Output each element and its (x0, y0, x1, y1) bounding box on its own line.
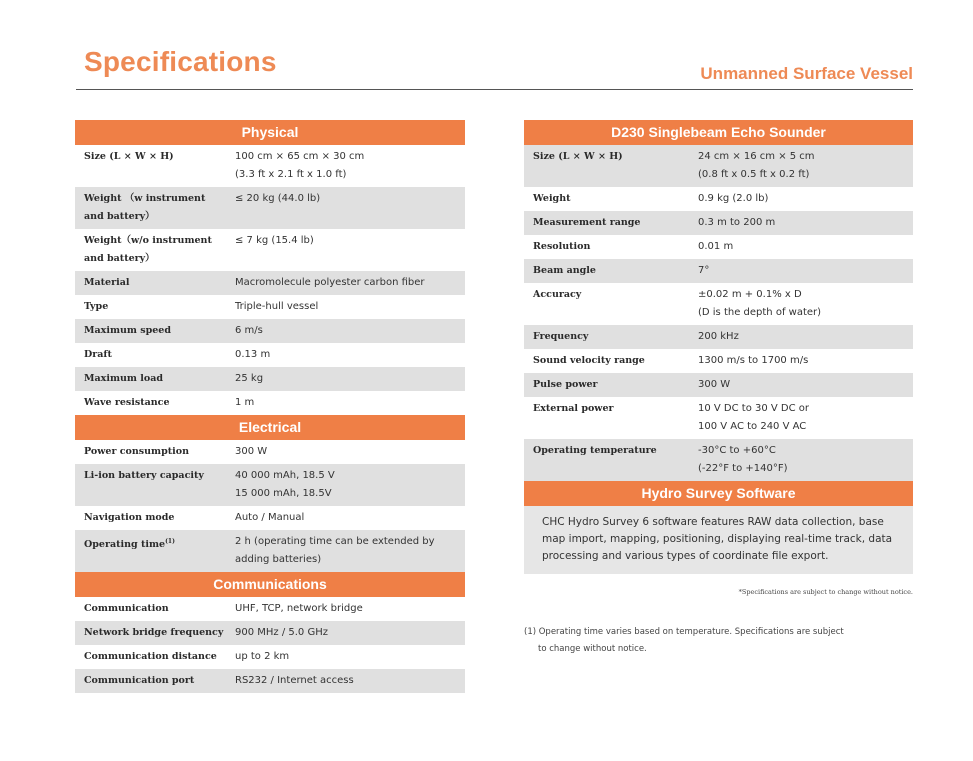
spec-value-line: 15 000 mAh, 18.5V (235, 488, 332, 499)
spec-label-line: Network bridge frequency (84, 627, 224, 638)
spec-value-line: 7° (698, 265, 710, 276)
spec-value (698, 397, 913, 439)
spec-label-line: External power (533, 403, 614, 414)
spec-label (524, 349, 698, 373)
spec-row (524, 439, 913, 481)
physical-spec-table (75, 145, 465, 415)
spec-label (75, 530, 235, 572)
spec-value-line: 40 000 mAh, 18.5 V (235, 470, 335, 481)
spec-value-line: 300 W (235, 446, 268, 457)
spec-value-line: ±0.02 m + 0.1% x D (698, 289, 802, 300)
electrical-spec-table (75, 440, 465, 572)
spec-label (524, 211, 698, 235)
spec-value (235, 669, 465, 693)
spec-row (524, 187, 913, 211)
echo-sounder-spec-table (524, 145, 913, 481)
spec-value (235, 440, 465, 464)
spec-value-line: 900 MHz / 5.0 GHz (235, 627, 328, 638)
spec-label-line: Communication distance (84, 651, 217, 662)
spec-value-line: 100 V AC to 240 V AC (698, 421, 807, 432)
spec-value (698, 439, 913, 481)
spec-label-line: Communication (84, 603, 169, 614)
spec-value-line: ≤ 7 kg (15.4 lb) (235, 235, 314, 246)
footnote (524, 624, 904, 658)
spec-value (235, 271, 465, 295)
spec-label-line: and battery） (84, 253, 155, 264)
spec-label (524, 145, 698, 187)
spec-value-line: Auto / Manual (235, 512, 305, 523)
spec-label (75, 271, 235, 295)
spec-row (524, 283, 913, 325)
spec-label (75, 319, 235, 343)
spec-value (235, 391, 465, 415)
spec-label-line: Pulse power (533, 379, 598, 390)
spec-row (75, 229, 465, 271)
spec-value (698, 187, 913, 211)
spec-value (235, 597, 465, 621)
disclaimer-note: *Specifications are subject to change without notice. (738, 588, 913, 596)
spec-value-line: 24 cm × 16 cm × 5 cm (698, 151, 815, 162)
spec-value-line: 25 kg (235, 373, 264, 384)
spec-label (524, 259, 698, 283)
spec-label-line: Operating time (84, 539, 166, 551)
footnote-line: to change without notice. (538, 644, 647, 654)
section-heading-software: Hydro Survey Software (524, 481, 913, 506)
header-divider (76, 89, 913, 90)
spec-value (235, 367, 465, 391)
spec-value-line: UHF, TCP, network bridge (235, 603, 363, 614)
spec-value (235, 645, 465, 669)
spec-label (524, 325, 698, 349)
spec-label-line: Operating temperature (533, 445, 657, 456)
spec-row (75, 145, 465, 187)
spec-value (698, 211, 913, 235)
spec-label (524, 187, 698, 211)
spec-value-line: 0.01 m (698, 241, 734, 252)
spec-row (75, 343, 465, 367)
spec-row (75, 597, 465, 621)
spec-row (524, 397, 913, 439)
spec-value-line: up to 2 km (235, 651, 290, 662)
spec-value-line: -30°C to +60°C (698, 445, 776, 456)
spec-value-line: RS232 / Internet access (235, 675, 354, 686)
spec-label-line: and battery） (84, 211, 155, 222)
footnote-line: (1) Operating time varies based on temperature. Specifications are subject (524, 627, 844, 637)
spec-label-line: Weight (533, 193, 571, 204)
spec-value (235, 319, 465, 343)
spec-label-line: Frequency (533, 331, 589, 342)
spec-label-line: Weight （w instrument (84, 193, 206, 204)
spec-label (75, 645, 235, 669)
spec-label (75, 391, 235, 415)
spec-label-line: Maximum speed (84, 325, 171, 336)
spec-value (235, 187, 465, 229)
spec-label-line: Resolution (533, 241, 591, 252)
spec-value-line: 1300 m/s to 1700 m/s (698, 355, 809, 366)
spec-value-line: 200 kHz (698, 331, 739, 342)
spec-row (75, 530, 465, 572)
spec-row (75, 464, 465, 506)
spec-label-line: Size (L × W × H) (533, 151, 623, 162)
spec-value-line: 100 cm × 65 cm × 30 cm (235, 151, 365, 162)
spec-value-line: 2 h (operating time can be extended by (235, 536, 435, 547)
spec-row (524, 259, 913, 283)
spec-row (524, 325, 913, 349)
spec-label-line: Accuracy (533, 289, 582, 300)
left-column (75, 120, 465, 693)
spec-label-line: Beam angle (533, 265, 596, 276)
spec-value (235, 621, 465, 645)
spec-label (75, 187, 235, 229)
spec-label (524, 439, 698, 481)
spec-label-line: Weight（w/o instrument (84, 235, 212, 246)
spec-value-line: 0.3 m to 200 m (698, 217, 776, 228)
spec-row (75, 506, 465, 530)
software-description: CHC Hydro Survey 6 software features RAW data collection, base map import, mapping, positioning, displaying real-time track, data processing and various types of coordinate file export. (524, 506, 913, 574)
spec-label (75, 597, 235, 621)
spec-label (75, 621, 235, 645)
spec-value (235, 464, 465, 506)
spec-value-line: (0.8 ft x 0.5 ft x 0.2 ft) (698, 169, 810, 180)
spec-label-line: Type (84, 301, 109, 312)
spec-label-line: Power consumption (84, 446, 189, 457)
page-title: Specifications (84, 46, 277, 77)
spec-value (698, 235, 913, 259)
spec-label (75, 440, 235, 464)
spec-value-line: (3.3 ft x 2.1 ft x 1.0 ft) (235, 169, 347, 180)
spec-value-line: Macromolecule polyester carbon fiber (235, 277, 425, 288)
spec-value (698, 259, 913, 283)
spec-value (235, 506, 465, 530)
spec-value (235, 145, 465, 187)
spec-label-line: Communication port (84, 675, 195, 686)
spec-label (75, 367, 235, 391)
spec-value-line: Triple-hull vessel (235, 301, 319, 312)
spec-label (75, 295, 235, 319)
spec-label-line: Measurement range (533, 217, 641, 228)
spec-value (235, 295, 465, 319)
spec-value-line: 10 V DC to 30 V DC or (698, 403, 810, 414)
spec-row (75, 367, 465, 391)
spec-label-line: Wave resistance (84, 397, 170, 408)
spec-row (524, 373, 913, 397)
spec-value-line: 1 m (235, 397, 255, 408)
spec-value (698, 325, 913, 349)
spec-value (235, 530, 465, 572)
spec-row (75, 621, 465, 645)
spec-label (75, 343, 235, 367)
spec-row (524, 235, 913, 259)
spec-label (75, 145, 235, 187)
page-subtitle: Unmanned Surface Vessel (700, 64, 913, 83)
spec-value-line: 300 W (698, 379, 731, 390)
spec-label-line: Navigation mode (84, 512, 175, 523)
spec-row (75, 271, 465, 295)
footnote-marker: (1) (165, 538, 175, 545)
spec-value (235, 343, 465, 367)
spec-label-line: Li-ion battery capacity (84, 470, 204, 481)
spec-label (75, 464, 235, 506)
spec-label-line: Draft (84, 349, 112, 360)
section-heading-echo-sounder: D230 Singlebeam Echo Sounder (524, 120, 913, 145)
spec-label (75, 669, 235, 693)
spec-value-line: ≤ 20 kg (44.0 lb) (235, 193, 321, 204)
section-heading-communications: Communications (75, 572, 465, 597)
spec-row (524, 145, 913, 187)
section-heading-electrical: Electrical (75, 415, 465, 440)
spec-value (235, 229, 465, 271)
section-heading-physical: Physical (75, 120, 465, 145)
spec-label (524, 373, 698, 397)
spec-row (524, 349, 913, 373)
spec-value-line: 6 m/s (235, 325, 263, 336)
spec-value (698, 373, 913, 397)
spec-label (524, 397, 698, 439)
spec-row (75, 319, 465, 343)
spec-label-line: Sound velocity range (533, 355, 645, 366)
spec-row (75, 187, 465, 229)
spec-row (75, 295, 465, 319)
spec-value (698, 283, 913, 325)
spec-label-line: Maximum load (84, 373, 164, 384)
spec-row (75, 645, 465, 669)
spec-label-line: Material (84, 277, 130, 288)
communications-spec-table (75, 597, 465, 693)
spec-value-line: (D is the depth of water) (698, 307, 822, 318)
spec-row (75, 391, 465, 415)
spec-value-line: 0.13 m (235, 349, 271, 360)
right-column (524, 120, 913, 574)
spec-label (75, 229, 235, 271)
spec-label (524, 235, 698, 259)
spec-row (75, 440, 465, 464)
spec-value-line: adding batteries) (235, 554, 322, 565)
spec-label-line: Size (L × W × H) (84, 151, 174, 162)
spec-label (524, 283, 698, 325)
spec-value-line: 0.9 kg (2.0 lb) (698, 193, 769, 204)
spec-row (75, 669, 465, 693)
spec-label (75, 506, 235, 530)
spec-row (524, 211, 913, 235)
spec-value (698, 145, 913, 187)
spec-value (698, 349, 913, 373)
spec-value-line: (-22°F to +140°F) (698, 463, 788, 474)
